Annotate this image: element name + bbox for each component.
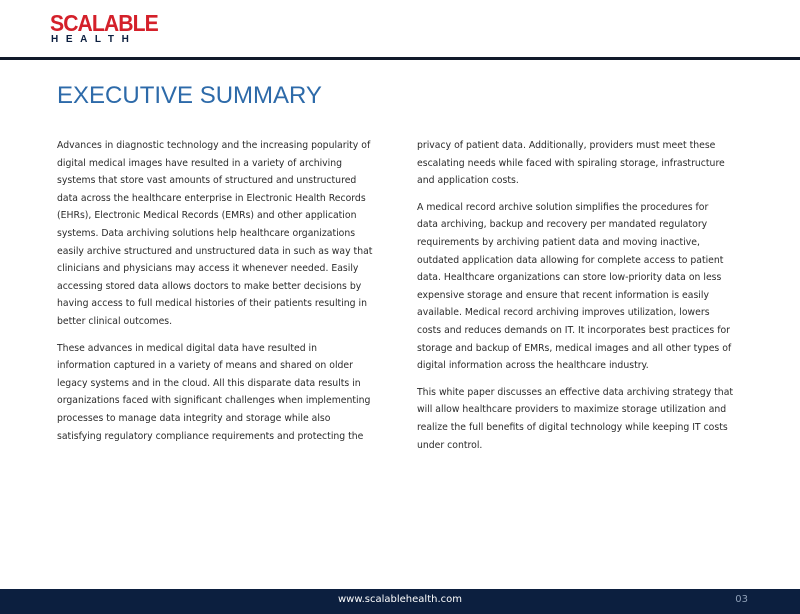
text-line: data archiving, backup and recovery per mandated regulatory [417,219,708,231]
page-footer [0,589,800,614]
body-paragraph [417,199,735,375]
text-line: storage and backup of EMRs, medical images and all other types of [417,342,732,354]
text-line: processes to manage data integrity and storage while also [57,412,331,424]
text-line: realize the full benefits of digital technology while keeping IT costs [417,421,728,433]
text-line: and application costs. [417,175,519,187]
left-text-column [57,137,375,454]
text-line: This white paper discusses an effective data archiving strategy that [417,386,734,398]
text-line: data. Healthcare organizations can store low-priority data on less [417,272,722,284]
page-number: 03 [735,594,748,605]
text-line: satisfying regulatory compliance requirements and protecting the [57,430,364,442]
text-line: information captured in a variety of means and shared on older [57,360,353,372]
text-line: escalating needs while faced with spiraling storage, infrastructure [417,157,725,169]
header-divider [0,57,800,60]
text-line: digital information across the healthcare industry. [417,360,649,372]
text-line: costs and reduces demands on IT. It incorporates best practices for [417,324,730,336]
logo-wordmark-bottom: HEALTH [51,34,137,45]
text-line: will allow healthcare providers to maximize storage utilization and [417,404,727,416]
text-line: A medical record archive solution simplifies the procedures for [417,201,709,213]
text-line: under control. [417,439,483,451]
body-paragraph [417,137,735,190]
body-paragraph [57,137,375,331]
text-line: accessing stored data allows doctors to make better decisions by [57,280,362,292]
text-line: outdated application data allowing for complete access to patient [417,254,724,266]
text-line: privacy of patient data. Additionally, providers must meet these [417,140,716,151]
text-line: These advances in medical digital data have resulted in [57,342,318,354]
company-logo [50,12,167,46]
text-line: systems. Data archiving solutions help healthcare organizations [57,227,356,239]
text-line: (EHRs), Electronic Medical Records (EMRs) and other application [57,210,357,222]
text-line: better clinical outcomes. [57,315,173,327]
text-line: available. Medical record archiving improves utilization, lowers [417,307,710,319]
text-line: easily archive structured and unstructured data in such as way that [57,245,373,257]
text-line: requirements by archiving patient data and moving inactive, [417,236,700,248]
text-line: having access to full medical histories of their patients resulting in [57,298,367,310]
text-line: Advances in diagnostic technology and the increasing popularity of [57,140,371,151]
text-line: organizations faced with significant challenges when implementing [57,395,371,407]
text-line: clinicians and physicians may access it whenever needed. Easily [57,263,359,275]
logo-wordmark-top: SCALABLE [50,10,158,36]
footer-website-link[interactable]: www.scalablehealth.com [337,594,462,605]
text-line: systems that store vast amounts of structured and unstructured [57,175,357,187]
body-paragraph [57,340,375,446]
text-line: expensive storage and ensure that recent information is easily [417,289,709,301]
page-title: EXECUTIVE SUMMARY [57,82,322,109]
body-paragraph [417,384,735,454]
text-line: legacy systems and in the cloud. All this disparate data results in [57,377,361,389]
text-line: digital medical images have resulted in a variety of archiving [57,157,343,169]
right-text-column [417,137,735,463]
text-line: data across the healthcare enterprise in Electronic Health Records [57,192,366,204]
